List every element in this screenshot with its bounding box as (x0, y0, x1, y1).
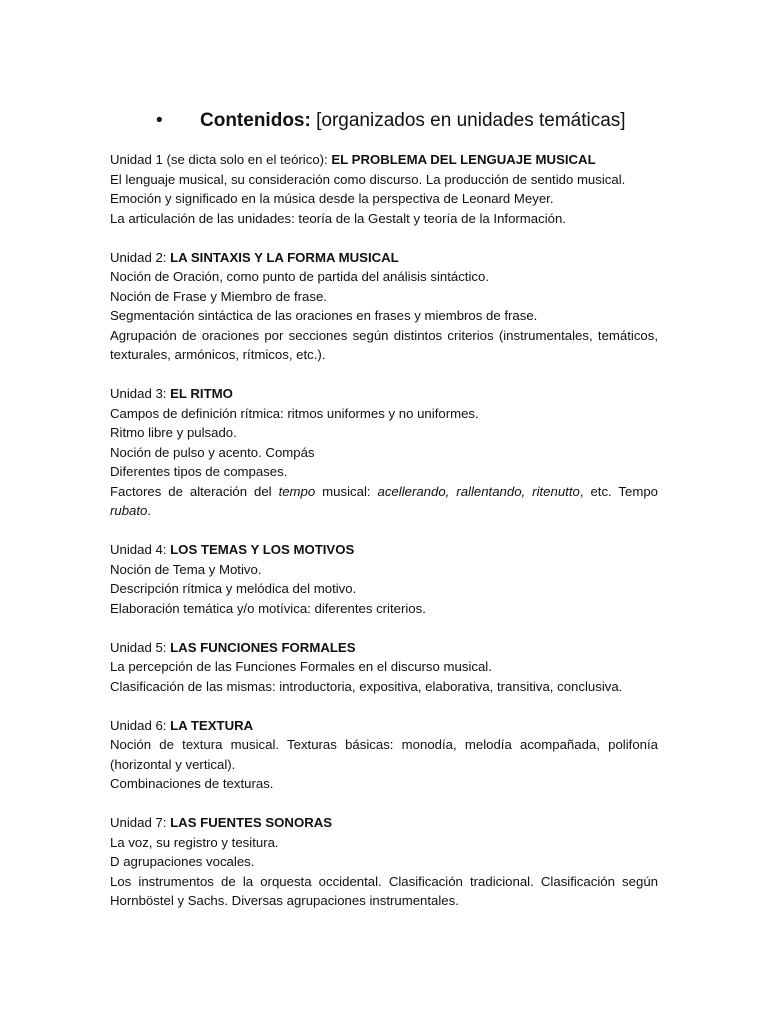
unit-block (110, 150, 658, 228)
text-run: Factores de alteración del (110, 483, 279, 499)
unit-title: EL RITMO (170, 386, 233, 401)
unit-title: LA SINTAXIS Y LA FORMA MUSICAL (170, 249, 399, 265)
unit-line (110, 482, 658, 521)
unit-line: D agrupaciones vocales. (110, 854, 255, 869)
unit-label: Unidad 4: (110, 542, 171, 557)
unit-line: Noción de Frase y Miembro de frase. (110, 288, 327, 304)
unit-line: La percepción de las Funciones Formales en el discurso musical. (110, 659, 492, 674)
unit-title: EL PROBLEMA DEL LENGUAJE MUSICAL (331, 152, 596, 167)
text-run: . (147, 503, 152, 518)
unit-block (110, 540, 658, 618)
unit-line: Noción de Tema y Motivo. (110, 561, 262, 577)
italic-term: tempo (278, 483, 316, 499)
unit-label: Unidad 1 (se dicta solo en el teórico): (110, 152, 332, 167)
unit-line: El lenguaje musical, su consideración como discurso. La producción de sentido musical. (110, 171, 626, 187)
unit-label: Unidad 5: (110, 639, 171, 655)
unit-line: Noción de pulso y acento. Compás (110, 444, 315, 460)
unit-block (110, 638, 658, 697)
unit-line: Descripción rítmica y melódica del motivo. (110, 581, 357, 596)
unit-line: Emoción y significado en la música desde la perspectiva de Leonard Meyer. (110, 191, 554, 206)
unit-heading (110, 384, 658, 404)
units-list (110, 150, 658, 930)
unit-line: Agrupación de oraciones por secciones según distintos criterios (instrumentales, temáticos, texturales, armónicos, rítmicos, etc.). (110, 327, 658, 362)
unit-line: Diferentes tipos de compases. (110, 464, 288, 479)
unit-heading (110, 638, 658, 658)
unit-label: Unidad 2: (110, 249, 171, 265)
unit-heading (110, 248, 658, 268)
unit-line: La voz, su registro y tesitura. (110, 834, 279, 850)
unit-line: Elaboración temática y/o motívica: diferentes criterios. (110, 600, 426, 616)
unit-line: La articulación de las unidades: teoría de la Gestalt y teoría de la Información. (110, 210, 566, 226)
unit-label: Unidad 3: (110, 386, 171, 401)
contents-heading (156, 108, 676, 134)
unit-block (110, 248, 658, 365)
italic-term: acellerando, rallentando, ritenutto (377, 483, 580, 499)
unit-title: LA TEXTURA (170, 717, 254, 733)
unit-line: Clasificación de las mismas: introductoria, expositiva, elaborativa, transitiva, conclusiva. (110, 678, 623, 694)
unit-line: Noción de textura musical. Texturas básicas: monodía, melodía acompañada, polifonía (horizontal y vertical). (110, 737, 658, 772)
text-run: musical: (315, 483, 378, 499)
unit-label: Unidad 6: (110, 717, 171, 733)
unit-title: LOS TEMAS Y LOS MOTIVOS (170, 542, 355, 557)
unit-line: Noción de Oración, como punto de partida del análisis sintáctico. (110, 269, 489, 284)
text-run: , etc. Tempo (579, 483, 658, 499)
unit-title: LAS FUENTES SONORAS (170, 815, 333, 830)
unit-heading (110, 813, 658, 833)
unit-line: Campos de definición rítmica: ritmos uniformes y no uniformes. (110, 405, 479, 421)
unit-line: Segmentación sintáctica de las oraciones en frases y miembros de frase. (110, 308, 538, 323)
unit-heading (110, 150, 658, 170)
unit-block (110, 813, 658, 911)
heading-subtitle: [organizados en unidades temáticas] (316, 110, 626, 131)
italic-term: rubato (110, 503, 148, 518)
unit-line: Combinaciones de texturas. (110, 776, 274, 791)
unit-title: LAS FUNCIONES FORMALES (170, 639, 356, 655)
heading-label: Contenidos: (200, 110, 311, 131)
unit-line: Ritmo libre y pulsado. (110, 425, 237, 440)
unit-line: Los instrumentos de la orquesta occidental. Clasificación tradicional. Clasificación según Hornböstel y Sachs. Diversas agrupaciones instrumentales. (110, 873, 658, 908)
unit-heading (110, 716, 658, 736)
unit-heading (110, 540, 658, 560)
unit-block (110, 716, 658, 794)
unit-block (110, 384, 658, 521)
unit-label: Unidad 7: (110, 815, 171, 830)
bullet-icon: • (156, 110, 163, 131)
